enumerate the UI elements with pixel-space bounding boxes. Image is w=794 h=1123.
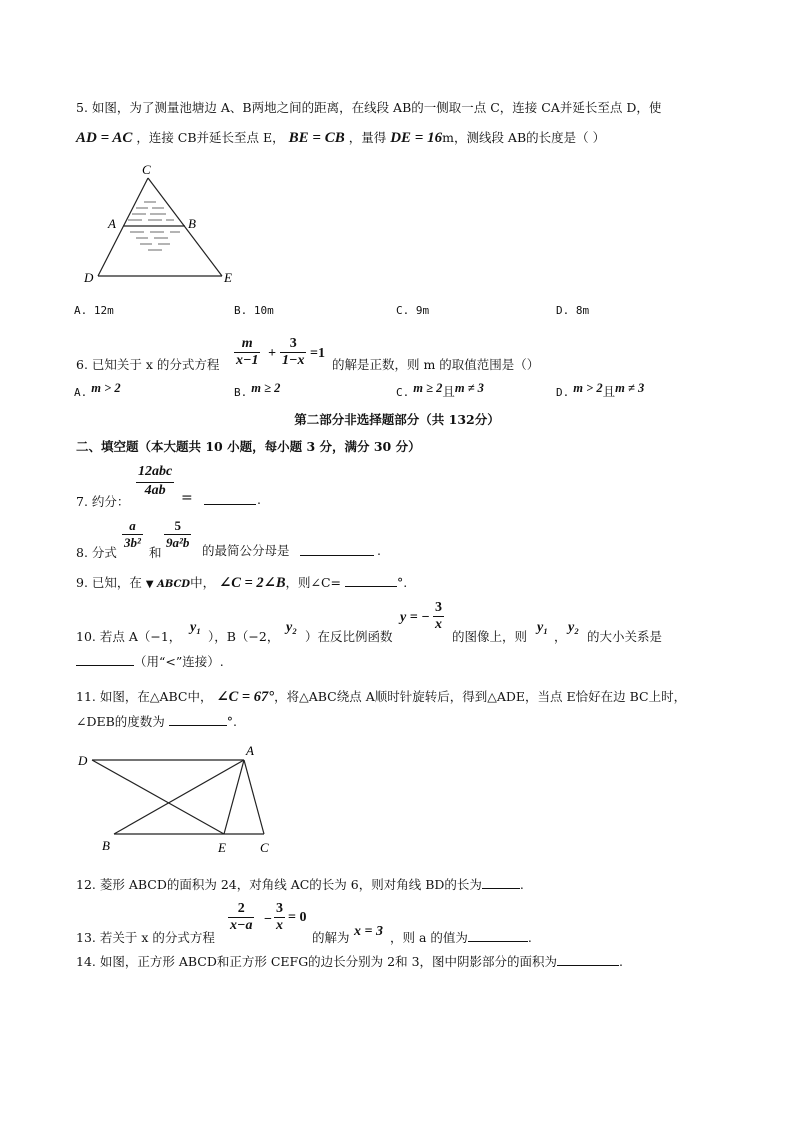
q13-suffix-line: ，则 a 的值为 . [390,930,532,945]
q10-mid3: 的图像上，则 [452,629,528,644]
q5-mid2: ，量得 [348,130,387,145]
q10-y2b: y₂ [568,620,580,635]
q6-fraction-2 [280,336,306,369]
q6-suffix: 的解是正数，则 m 的取值范围是（） [332,357,540,372]
q5-label-a: A [108,216,116,231]
q13-eq: = 0 [288,910,307,925]
q11-answer-blank[interactable] [169,713,227,726]
q5-eq-be: BE = CB [288,130,345,146]
q8-suffix: 的最简公分母是 [202,543,290,558]
q8-fraction-2 [164,518,191,551]
q6-option-d[interactable]: D. m > 2且m ≠ 3 [556,381,645,399]
q7-answer-blank[interactable] [204,492,256,505]
q11-label-e: E [218,840,226,855]
q6-eq: =1 [310,346,325,361]
q10-fn-fraction: $\frac{3}{x}$ [435,600,442,632]
q7-end: . [257,492,261,507]
q10-prefix: 10. 若点 A（−1， [76,629,182,644]
q9-eq: ∠C = 2∠B [219,575,286,591]
q13-fraction-2: $\frac{3}{x}$ [276,901,283,933]
q13-fraction-1: $\frac{2}{x-a}$ [230,901,253,933]
q5-line2 [76,128,605,147]
q6-opt-a-expr: m > 2 [91,381,121,395]
q6-option-a[interactable]: A. m > 2 [74,381,121,399]
section2-title: 二、填空题（本大题共 10 小题，每小题 3 分，满分 30 分） [76,439,421,454]
q6-frac1-den: x−1 [236,353,259,368]
q11-label-b: B [102,838,110,853]
q5-option-d[interactable]: D. 8m [556,304,590,317]
q8-prefix: 8. 分式 [76,545,117,560]
q11-figure [72,738,282,860]
q5-line1: 5. 如图，为了测量池塘边 A、B两地之间的距离，在线段 AB的一侧取一点 C，连接 CA并延长至点 D，使 [76,100,662,115]
q13-mid: 的解为 [312,930,350,945]
q10-comma: ， [554,629,567,644]
q5-option-c[interactable]: C. 9m [396,304,430,317]
q13-answer-blank[interactable] [468,929,528,942]
q6-option-b[interactable]: B. m ≥ 2 [234,381,281,399]
q7-den: 4ab [136,482,174,499]
q6-plus: + [268,346,276,361]
q10-y2: y₂ [286,620,298,635]
q8-f2-den: 9a²b [166,535,190,550]
q5-label-c: C [142,162,151,177]
q11-line1: 11. 如图，在△ABC中， ∠C = 67°，将△ABC绕点 A顺时针旋转后，得到△ADE，当点 E恰好在边 BC上时， [76,689,687,705]
q10-y1: y₁ [190,620,202,635]
q5-eq-ad: AD = AC [76,130,133,146]
q7-prefix: 7. 约分： [76,494,130,509]
q5-option-a[interactable]: A. 12m [74,304,114,317]
q8-f1-den: 3b² [124,535,141,550]
q12-line: 12. 菱形 ABCD的面积为 24，对角线 AC的长为 6，则对角线 BD的长为 . [76,877,524,892]
q11-label-c: C [260,840,269,855]
q10-mid2: ）在反比例函数 [305,629,393,644]
q5-tail: m，测线段 AB的长度是（ ） [442,130,606,145]
q5-option-b[interactable]: B. 10m [234,304,274,317]
q11-label-d: D [78,753,88,768]
q9-line: 9. 已知，在 ▼ ABCD中， ∠C = 2∠B，则∠C= °. [76,575,408,591]
q7-fraction [136,464,174,499]
parallelogram-symbol: ▼ ABCD [145,579,191,590]
q5-figure [76,158,246,288]
q6-frac1-num: m [241,336,253,351]
q5-eq-de: DE = 16 [390,130,443,146]
q8-f2-num: 5 [174,518,181,533]
q6-option-c[interactable]: C. m ≥ 2且m ≠ 3 [396,381,484,399]
q10-mid1: ），B（−2， [208,629,280,644]
q5-mid1: ，连接 CB并延长至点 E， [136,130,285,145]
q9-answer-blank[interactable] [345,574,397,587]
q5-label-b: B [188,216,196,231]
q14-answer-blank[interactable] [557,953,619,966]
q13-minus: − [264,912,272,927]
q10-suffix: 的大小关系是 [587,629,663,644]
q6-opt-b-expr: m ≥ 2 [251,381,281,395]
q6-prefix: 6. 已知关于 x 的分式方程 [76,357,220,372]
q8-end: . [377,543,381,558]
q5-label-e: E [224,270,232,285]
q6-fraction-1 [234,336,260,369]
q11-line2: ∠DEB的度数为 °. [76,714,238,729]
q8-f1-num: a [129,518,136,533]
q11-label-a: A [246,743,254,758]
q8-fraction-1 [122,518,143,551]
q13-prefix: 13. 若关于 x 的分式方程 [76,930,215,945]
q11-eq: ∠C = 67° [216,689,275,705]
q6-frac2-num: 3 [289,336,297,351]
part2-title: 第二部分非选择题部分（共 132分） [294,412,500,427]
q12-answer-blank[interactable] [482,876,520,889]
q13-sol: x = 3 [354,924,383,939]
q5-label-d: D [84,270,94,285]
q10-fn-lhs: y = − [400,610,430,625]
q6-frac2-den: 1−x [282,353,305,368]
q14-line: 14. 如图，正方形 ABCD和正方形 CEFG的边长分别为 2和 3，图中阴影部分的面积为 . [76,954,624,969]
q8-and: 和 [149,545,162,560]
q10-line2: （用“<”连接）. [76,652,224,670]
q7-num: 12abc [138,464,173,479]
q7-eq: = [181,490,193,506]
q10-y1b: y₁ [537,620,549,635]
q8-answer-blank[interactable] [300,543,374,556]
q10-answer-blank[interactable] [76,653,134,666]
